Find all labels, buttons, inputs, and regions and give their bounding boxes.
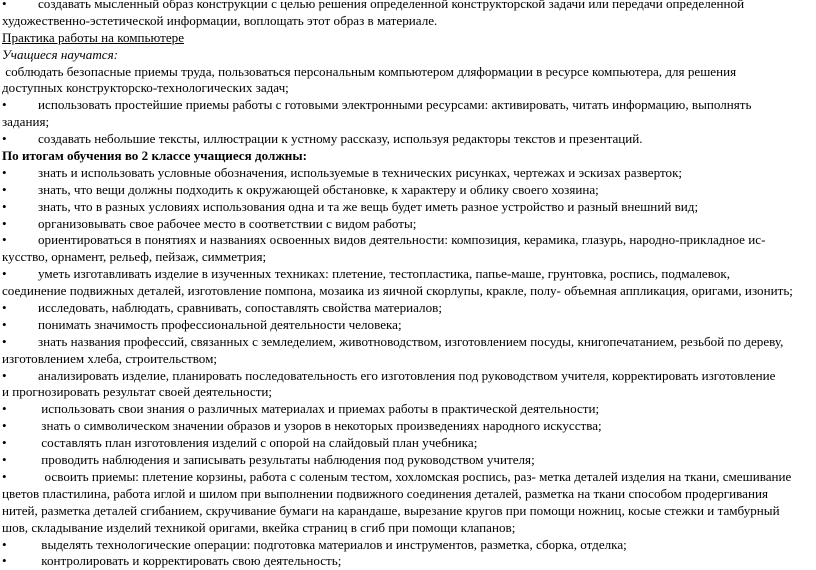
text-fragment: знать о символическом значении образов и узоров в некоторых произведениях народного искусства;: [38, 418, 602, 434]
results-list: [2, 165, 814, 570]
text-line: доступных конструкторско-технологических задач;: [2, 80, 289, 96]
list-item: [2, 165, 814, 182]
text-line: изготовлением хлеба, строительством;: [2, 350, 218, 366]
text-line: [2, 317, 814, 334]
bullet-marker: •: [2, 0, 7, 11]
bullet-marker: •: [2, 553, 7, 569]
bullet-marker: •: [2, 97, 7, 113]
bullet-marker: •: [2, 401, 7, 417]
text-fragment: знать, что вещи должны подходить к окружающей обстановке, к характеру и облику своего хозяина;: [38, 181, 599, 197]
text-line: [2, 182, 814, 199]
text-fragment: выделять технологические операции: подготовка материалов и инструментов, разметка, сборка, отделка;: [38, 536, 627, 552]
text-fragment: ориентироваться в понятиях и названиях освоенных видов деятельности: композиция, керамика, глазурь, народно-прикладное ис-: [38, 232, 766, 248]
learn-heading: Учащиеся научатся:: [2, 46, 119, 62]
bullet-marker: •: [2, 452, 7, 468]
text-line: [2, 300, 814, 317]
text-fragment: исследовать, наблюдать, сравнивать, сопоставлять свойства материалов;: [38, 300, 442, 316]
list-item: [2, 334, 814, 368]
bullet-marker: •: [2, 215, 7, 231]
text-line: нитей, разметка деталей сгибанием, скручивание бумаги на карандаше, вырезание кругов при помощи ножниц, косые стежки и тамбурный: [2, 502, 780, 518]
bullet-marker: •: [2, 300, 7, 316]
text-line: [2, 266, 814, 283]
list-item: [2, 368, 814, 402]
document-page: [2, 0, 814, 570]
text-line: [2, 418, 814, 435]
list-item: [2, 553, 814, 570]
text-line: соблюдать безопасные приемы труда, пользоваться персональным компьютером дляформации в ресурсе компьютера, для решения: [2, 63, 737, 79]
text-fragment: понимать значимость профессиональной деятельности человека;: [38, 316, 402, 332]
text-line: [2, 452, 814, 469]
bullet-marker: •: [2, 418, 7, 434]
section-title: Практика работы на компьютере: [2, 29, 185, 45]
list-item: [2, 199, 814, 216]
list-item: [2, 232, 814, 266]
list-item: [2, 418, 814, 435]
text-fragment: создавать небольшие тексты, иллюстрации к устному рассказу, используя редакторы текстов и презентаций.: [38, 131, 643, 147]
text-fragment: знать названия профессий, связанных с земледелием, животноводством, изготовлением посуды, книгопечатанием, резьбой по дереву,: [38, 333, 784, 349]
text-line: и прогнозировать результат своей деятельности;: [2, 384, 273, 400]
text-fragment: знать, что в разных условиях использования одна и та же вещь будет иметь разное устройство и разный внешний вид;: [38, 198, 699, 214]
bullet-marker: •: [2, 198, 7, 214]
bullet-marker: •: [2, 536, 7, 552]
text-line: [2, 0, 814, 13]
learn-list: [2, 64, 814, 148]
text-fragment: проводить наблюдения и записывать результаты наблюдения под руководством учителя;: [38, 452, 535, 468]
list-item: [2, 537, 814, 554]
bullet-marker: •: [2, 131, 7, 147]
list-item: [2, 469, 814, 537]
text-line: [2, 165, 814, 182]
text-line: [2, 435, 814, 452]
list-item: [2, 300, 814, 317]
list-item: [2, 131, 814, 148]
text-line: кусство, орнамент, рельеф, пейзаж, симметрия;: [2, 249, 267, 265]
text-line: цветов пластилина, работа иглой и шилом при выполнении подвижного соединения деталей, разметка на ткани способом продергивания: [2, 485, 768, 501]
text-line: [2, 131, 814, 148]
list-item: [2, 64, 814, 98]
text-line: [2, 469, 814, 486]
bullet-marker: •: [2, 266, 7, 282]
text-line: [2, 401, 814, 418]
text-line: [2, 216, 814, 233]
text-line: [2, 537, 814, 554]
text-fragment: создавать мысленный образ конструкции с целью решения определенной конструкторской задачи или передачи определенной: [38, 0, 745, 11]
text-line: [2, 199, 814, 216]
intro-bullet-item: [2, 0, 814, 30]
bullet-marker: •: [2, 367, 7, 383]
bullet-marker: •: [2, 232, 7, 248]
text-line: [2, 334, 814, 351]
text-fragment: использовать простейшие приемы работы с готовыми электронными ресурсами: активировать, читать информацию, выполнять: [38, 97, 752, 113]
text-line: художественно-эстетической информации, воплощать этот образ в материале.: [2, 12, 438, 28]
text-line: задания;: [2, 114, 50, 130]
bullet-marker: •: [2, 181, 7, 197]
text-fragment: знать и использовать условные обозначения, используемые в технических рисунках, чертежах и эскизах разверток;: [38, 164, 683, 180]
text-fragment: анализировать изделие, планировать последовательность его изготовления под руководством учителя, корректировать изготовление: [38, 367, 776, 383]
text-line: соединение подвижных деталей, изготовление помпона, мозаика из яичной скорлупы, кракле, полу- объемная аппликация, оригами, изонить;: [2, 283, 793, 299]
list-item: [2, 452, 814, 469]
list-item: [2, 317, 814, 334]
text-line: [2, 553, 814, 570]
bullet-marker: •: [2, 468, 7, 484]
bullet-marker: •: [2, 316, 7, 332]
list-item: [2, 401, 814, 418]
list-item: [2, 266, 814, 300]
bullet-marker: •: [2, 164, 7, 180]
text-fragment: контролировать и корректировать свою деятельность;: [38, 553, 342, 569]
list-item: [2, 435, 814, 452]
results-heading: По итогам обучения во 2 классе учащиеся должны:: [2, 148, 307, 164]
list-item: [2, 182, 814, 199]
text-line: [2, 97, 814, 114]
text-fragment: освоить приемы: плетение корзины, работа с соленым тестом, хохломская роспись, раз- метка деталей изделия на ткани, смешивание: [38, 468, 792, 484]
text-line: [2, 232, 814, 249]
list-item: [2, 216, 814, 233]
text-line: [2, 368, 814, 385]
text-line: шов, складывание изделий техникой оригами, вкейка страниц в сгиб при помощи клапанов;: [2, 519, 516, 535]
bullet-marker: •: [2, 435, 7, 451]
text-fragment: составлять план изготовления изделий с опорой на слайдовый план учебника;: [38, 435, 478, 451]
bullet-marker: •: [2, 333, 7, 349]
text-fragment: уметь изготавливать изделие в изученных техниках: плетение, тестопластика, папье-маше, грунтовка, роспись, подмалевок,: [38, 266, 731, 282]
list-item: [2, 97, 814, 131]
text-fragment: использовать свои знания о различных материалах и приемах работы в практической деятельности;: [38, 401, 600, 417]
text-fragment: организовывать свое рабочее место в соответствии с видом работы;: [38, 215, 417, 231]
